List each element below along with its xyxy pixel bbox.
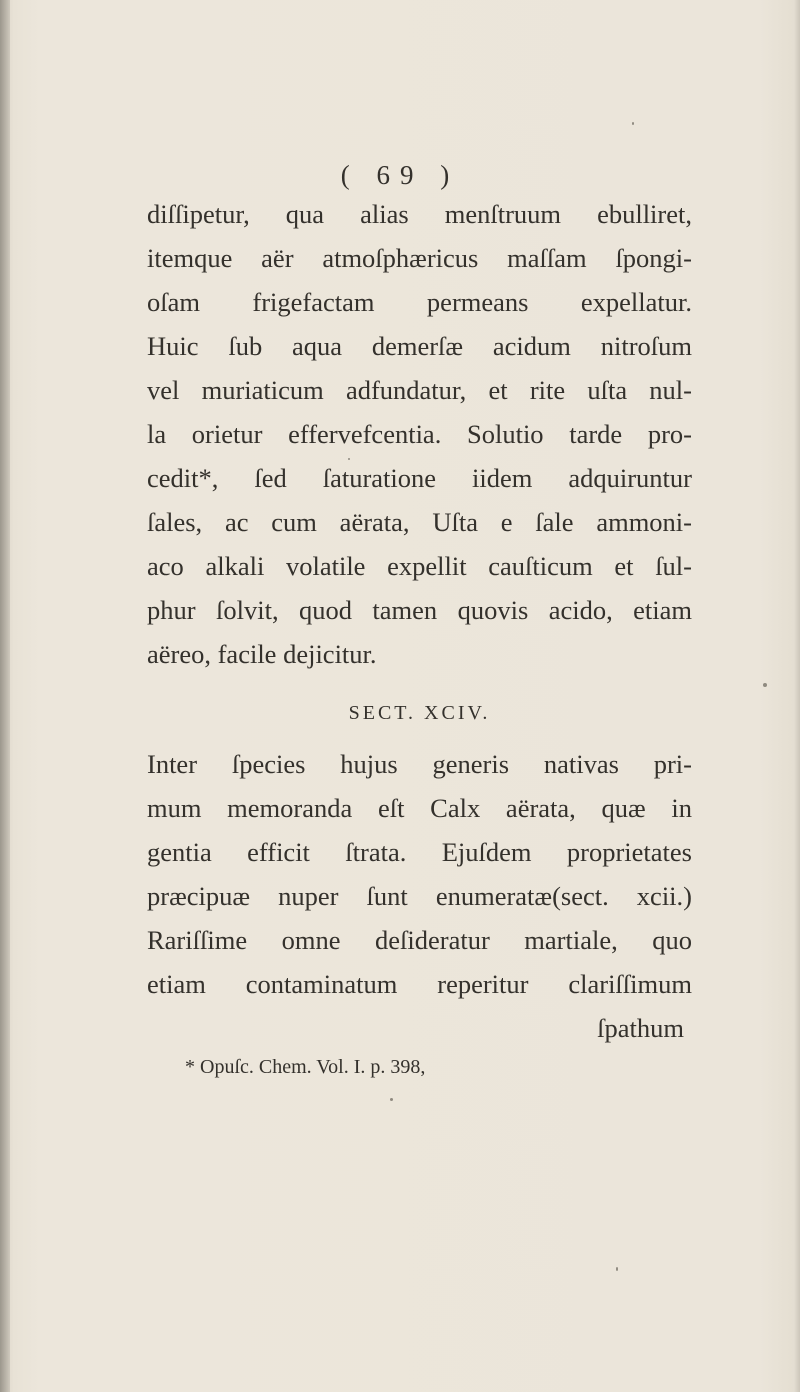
paper-speck — [616, 1267, 618, 1271]
text-line: vel muriaticum adfundatur, et rite uſta nul- — [147, 375, 692, 405]
text-line: Rariſſime omne deſideratur martiale, quo — [147, 925, 692, 955]
text-block — [147, 192, 692, 1082]
text-line: phur ſolvit, quod tamen quovis acido, etiam — [147, 595, 692, 625]
page-spine-shadow — [0, 0, 10, 1392]
text-line: aco alkali volatile expellit cauſticum et ſul- — [147, 551, 692, 581]
text-line: gentia efficit ſtrata. Ejuſdem proprietates — [147, 837, 692, 867]
text-line: itemque aër atmoſphæricus maſſam ſpongi- — [147, 243, 692, 273]
text-line: Inter ſpecies hujus generis nativas pri- — [147, 749, 692, 779]
text-line: mum memoranda eſt Calx aërata, quæ in — [147, 793, 692, 823]
section-paragraph — [147, 742, 692, 1006]
text-line: diſſipetur, qua alias menſtruum ebulliret, — [147, 199, 692, 229]
text-line: præcipuæ nuper ſunt enumeratæ(sect. xcii.) — [147, 881, 692, 911]
text-line: ſales, ac cum aërata, Uſta e ſale ammoni- — [147, 507, 692, 537]
paper-speck — [763, 683, 767, 687]
text-line: cedit*, ſed ſaturatione iidem adquiruntur — [147, 463, 692, 493]
page-right-edge — [794, 0, 800, 1392]
footnote: * Opuſc. Chem. Vol. I. p. 398, — [185, 1056, 426, 1078]
page-number: ( 69 ) — [340, 160, 460, 190]
text-line-last: aëreo, facile dejicitur. — [147, 639, 377, 669]
paper-speck — [390, 1098, 393, 1101]
paper-speck — [348, 458, 350, 460]
catchword: ſpathum — [597, 1013, 684, 1043]
text-line: Huic ſub aqua demerſæ acidum nitroſum — [147, 331, 692, 361]
paper-speck — [632, 122, 634, 125]
text-line: oſam frigefactam permeans expellatur. — [147, 287, 692, 317]
section-heading: SECT. XCIV. — [348, 702, 491, 724]
text-line: etiam contaminatum reperitur clariſſimum — [147, 969, 692, 999]
text-line: la orietur effervefcentia. Solutio tarde pro- — [147, 419, 692, 449]
body-paragraph — [147, 192, 692, 676]
